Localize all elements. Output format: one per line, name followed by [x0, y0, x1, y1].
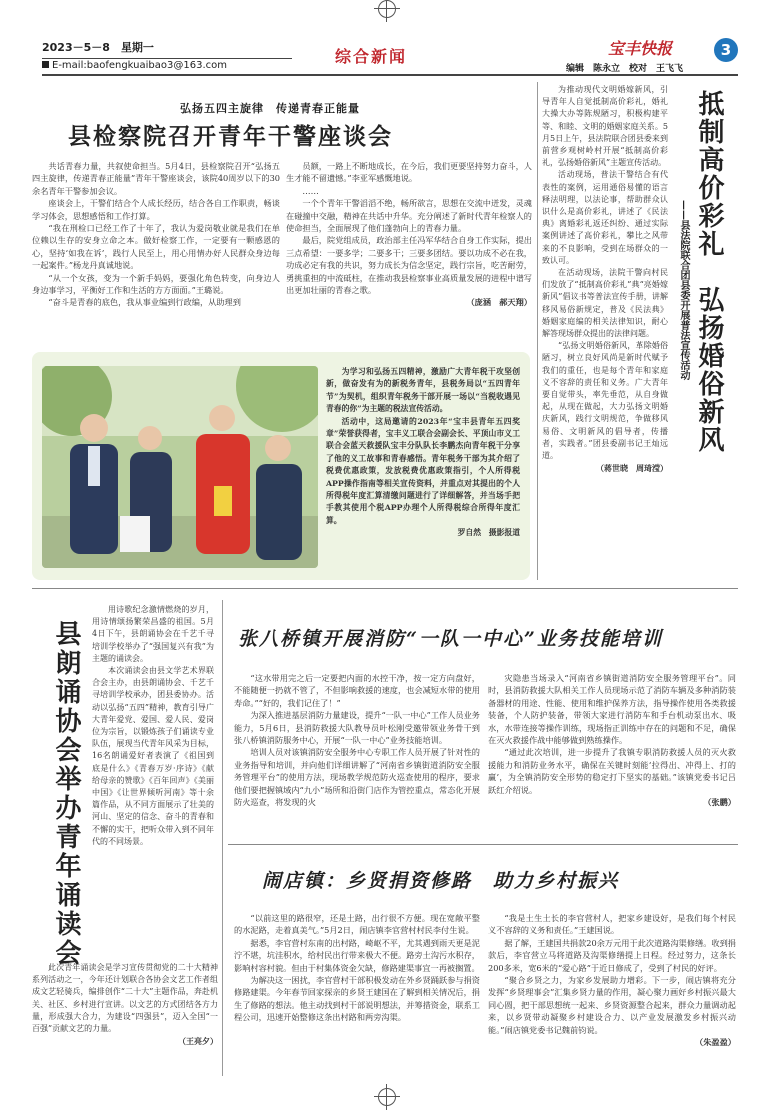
- news-photo: [42, 366, 318, 568]
- article2-subtitle: ——县法院联合团县委开展普法宣传活动: [678, 200, 689, 380]
- article3-body-upper: 用诗歌纪念激情燃烧的岁月，用诗情颂扬繁荣昌盛的祖国。5月4日下午，县朗诵协会在千艺千寻培训学校举办了“强国复兴有我”为主题的诵读会。 本次诵读会由县文学艺术界联合会主办，由县朗诵协会、千艺千寻培训学校承办，团县委协办。活动以弘扬“五四”精神，教育引导广大青年爱党、爱国、爱人民、爱岗位为宗旨，以锻炼孩子们诵读专业队伍，展现当代青年风采为目标，16名朗诵爱好者表演了《祖国到底是什么》《青春万岁·序诗》《献给母亲的赞歌》《百年回声》《美丽中国》《让世界倾听河南》等十余篇作品，从不同方面展示了壮美的河山、坚定的信念、奋斗的青春和不懈的实干，把听众带入到不同年代的不同场景。: [92, 605, 214, 846]
- article4-title: 张八桥镇开展消防“一队一中心”业务技能培训: [238, 628, 663, 650]
- contact-email: E-mail:baofengkuaibao3@163.com: [42, 60, 227, 71]
- photo-caption: 为学习和弘扬五四精神，激励广大青年税干攻坚创新，做奋发有为的新税务青年，县税务局以“五四青年节”为契机，组织青年税务干部开展一场以“当税收遇见青春的你”为主题的税法宣传活动。 活动中，这局邀请的2023年“宝丰县青年五四奖章”荣誉获得者，宝丰义工联合会副会长、平顶山市义工联合会蓝天救援队宝丰分队队长李鹏杰向青年税干分享了他的义工故事和青春感悟。青年税务干部为其介绍了税费优惠政策，发放税费优惠政策指引，个人所得税APP操作指南等相关宣传资料，并重点对其提出的个人所得税年度汇算清缴问题进行了详细解答，并当场手把手教其使用个税APP办理个人所得税综合所得年度汇算。 罗自然 摄影报道: [326, 366, 520, 540]
- column-separator: [537, 82, 538, 580]
- registration-mark-top: [378, 0, 396, 18]
- article1-credit: （庞涵 郝天翔）: [466, 297, 532, 308]
- article1-column-2: 员额，一路上不断地成长，在今后，我们更要坚持努力奋斗，人生才能不留遗憾。”李亚军感慨地说。 …… 一个个青年干警滔滔不绝，畅所欲言，思想在交流中迸发，灵魂在碰撞中交融，精神在共话中升华。充分阐述了新时代青年检察人的使命担当，全面展现了他们蓬勃向上的青春力量。 最后，院党组成员，政治部主任冯军华结合自身工作实际，提出三点希望：一要多学；二要多干；三要多团结。要以功成不必在我，功成必定有我的共识，努力成长为信念坚定，践行宗旨，吃苦耐劳，勇挑重担的中流砥柱，在推动我县检察事业高质量发展的进程中谱写出更加壮丽的青春之歌。 （庞涵 郝天翔）: [286, 161, 532, 308]
- article2-credit: （蒋世晓 周琦滢）: [596, 463, 668, 474]
- article3-credit: （王亮夕）: [178, 1036, 218, 1047]
- article1-column-1: 共话青春力量，共叙使命担当。5月4日，县检察院召开“弘扬五四主旋律，传递青春正能量”青年干警座谈会，该院40周岁以下的30余名青年干警参加会议。 座谈会上，干警们结合个人成长经历，结合各自工作职责，畅谈学习体会，思想感悟和工作打算。 “我在刑检口已经工作了十年了，我认为爱岗敬业就是我们在单位赖以生存的安身立命之本。做好检察工作，一定要有一颗感恩的心，坚持‘如我在诉’，践行人民至上，用心用情办好人民群众身边每一起案件。”杨龙丹真诚地说。 “从一个女孩，变为一个新手妈妈，要强化角色转变，向身边人身边事学习，平衡好工作和生活的方方面面。”王璐说。 “奋斗是青春的底色，我从事业编到行政编，从助理到: [32, 161, 280, 308]
- article2-body: 为推动现代文明婚嫁新风，引导青年人自觉抵制高价彩礼，婚礼大操大办等陈规陋习，积极构建平等、和睦、文明的婚姻家庭关系。5月5日上午，县法院联合团县委来到前营乡观树岭村开展“抵制高价彩礼，弘扬婚俗新风”主题宣传活动。 活动现场，普法干警结合有代表性的案例，运用通俗易懂的语言释法明理，以法论事，帮助群众认识什么是高价彩礼，讲述了《民法典》离婚彩礼返还纠纷、通过实际案例讲述了高价彩礼，攀比之风带来的不良影响，受到在场群众的一致认可。 在活动现场，法院干警向村民们发放了“抵制高价彩礼”典“亮婚嫁新风”倡议书等普法宣传手册，讲解移风易俗新规定，普及《民法典》婚姻家庭编的相关法律知识，耐心解答现场群众提出的法律问题。 “弘扬文明婚俗新风，革除婚俗陋习，树立良好风尚是新时代赋予我们的重任，也是每个青年和家庭义不容辞的责任和义务。广大青年要自觉带头，率先垂范，从自身做起，从现在做起，大力弘扬文明婚庆新风，践行文明规范，争做移风易俗、文明新风的倡导者，传播者，实践者。”团县委副书记王灿远道。 （蒋世晓 周琦滢）: [542, 85, 668, 474]
- article2-title: 抵制高价彩礼 弘扬婚俗新风: [694, 90, 724, 454]
- registration-mark-bottom: [378, 1088, 396, 1106]
- page-number-badge: 3: [714, 38, 738, 62]
- header-rule: [42, 74, 738, 76]
- article1-kicker: 弘扬五四主旋律 传递青春正能量: [180, 102, 360, 115]
- editors-line: 编辑 陈永立 校对 王飞飞: [566, 64, 684, 74]
- article5-column-2: “我是土生土长的李官营村人，把家乡建设好，是我们每个村民义不容辞的义务和责任。”王建国说。 据了解，王建国共捐款20余万元用于此次道路沟渠修缮。收到捐款后，李官营立马将道路及沟渠修缮提上日程。经过努力，这条长200多米，宽6米的“爱心路”于近日修成了，受到了村民的好评。 “聚合乡贤之力，为家乡发展助力增彩。下一步，闹店镇将充分发挥“乡贤理事会”汇集乡贤力量的作用，凝心聚力画好乡村振兴最大同心圆，把干部思想统一起来、乡贤资源整合起来，群众力量调动起来，以乡贤带动凝聚乡村建设合力、以产业发展激发乡村振兴动能。”闹店镇党委书记魏前钧说。 （朱盈盈）: [488, 913, 736, 1048]
- article1-headline: 县检察院召开青年干警座谈会: [68, 123, 393, 150]
- column-separator-2: [222, 600, 223, 1076]
- section-divider: [32, 588, 738, 589]
- issue-date: 2023－5－8 星期一: [42, 41, 154, 54]
- square-bullet-icon: [42, 61, 49, 68]
- article5-credit: （朱盈盈）: [695, 1037, 736, 1048]
- section-title: 综合新闻: [335, 47, 408, 66]
- newspaper-logo: 宝丰快报: [608, 39, 673, 58]
- article4-credit: （张鹏）: [703, 797, 736, 808]
- header-rule-left: [42, 58, 292, 59]
- photo-credit: 罗自然 摄影报道: [457, 528, 520, 538]
- article4-column-2: 灾隐患当场录入“河南省乡镇街道消防安全服务管理平台”。同时，县消防救援大队相关工作人员现场示范了消防车辆及多种消防装备器材的用途、性能、使用和维护保养方法，指导操作使用各类救援装备，个人防护装备，带领大家进行消防车和手台机动泵出水、吸水，水带连接等操作训练，现场指正训练中存在的问题和不足，确保在灭火救援作战中能够做到熟练操作。 “通过此次培训，进一步提升了我镇专职消防救援人员的灭火救援能力和消防业务水平，确保在关键时刻能‘拉得出、冲得上、打的赢’，为全镇消防安全形势的稳定打下坚实的基础。”该镇党委书记吕跃红介绍说。 （张鹏）: [488, 673, 736, 808]
- article3-title: 县朗诵协会举办青年诵读会: [51, 620, 81, 968]
- section-divider-2: [228, 844, 738, 845]
- article5-title: 闹店镇：乡贤捐资修路 助力乡村振兴: [262, 870, 620, 892]
- article4-column-1: “这水带用完之后一定要把内面的水控干净，按一定方向盘好，不能随便一扔就不管了，不但影响救援的速度，也会减短水带的使用寿命。”“好的，我们记住了！” 为深入推进基层消防力量建设，提升“一队一中心”工作人员业务能力，5月6日，县消防救援大队教导员叶松刚受邀带领业务骨干到张八桥镇消防服务中心，开展“一队一中心”业务技能培训。 培训人员对该镇消防安全服务中心专职工作人员开展了针对性的业务指导和培训，并向他们详细讲解了“河南省乡镇街道消防安全服务管理平台”的使用方法，现场教学规范防火巡查使用的程序，要求他们要把握镇域内“九小”场所和沿街门店作为管控重点，常态化开展防火巡查，将发现的火: [234, 673, 480, 808]
- article5-column-1: “以前这里的路很窄，还是土路，出行很不方便。现在宽敞平整的水泥路，走着真美气。”5月2日，闹店镇李官营村村民李付生说。 据悉，李官营村东南的出村路，崎岖不平，尤其遇到雨天更是泥泞不堪，坑洼积水，给村民出行带来极大不便。路旁土沟污水积存，影响村容村貌。但由于村集体资金欠缺，修路建渠事宜一再被搁置。 为解决这一困扰，李官营村干部积极发动在外乡贤踊跃参与捐资修路建渠。今年春节回家探亲的乡贤王建国在了解到相关情况后，捐生了修路的想法。他主动找到村干部说明想法，并筹措资金，联系工程公司，迅速开始整修这条出村路和两旁沟渠。: [234, 913, 480, 1023]
- article3-body-lower: 此次青年诵读会是学习宣传贯彻党的二十大精神系列活动之一，今年还计划联合各协会文艺工作者组成文艺轻骑兵，编排创作“二十大”主题作品，奔赴机关、社区、乡村进行宣讲。以文艺的方式团结各方力量，形成强大合力，为建设“四强县”，迈入全国“一百强”贡献文艺的力量。 （王亮夕）: [32, 963, 218, 1047]
